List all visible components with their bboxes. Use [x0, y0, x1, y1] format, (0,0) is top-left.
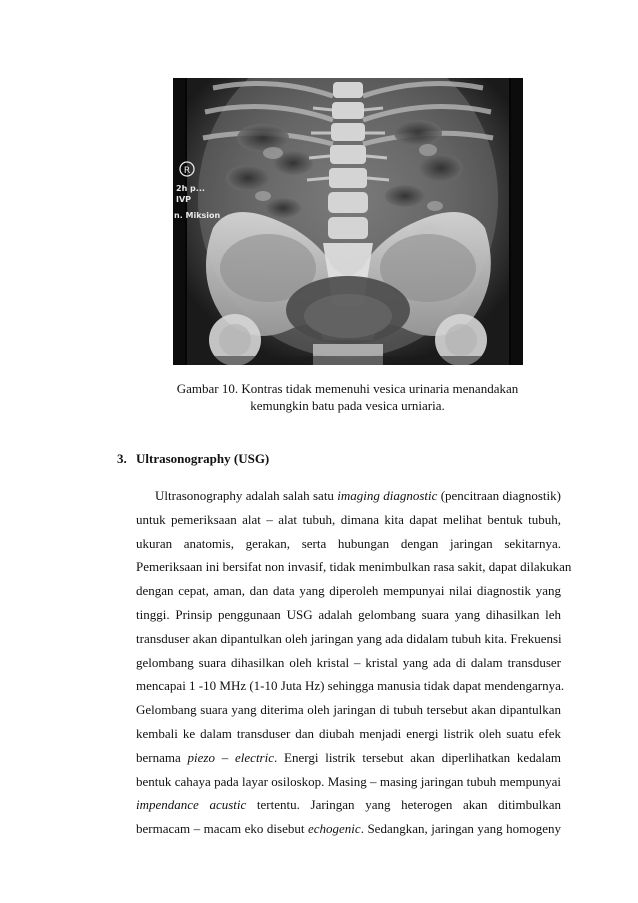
text-segment: (pencitraan diagnostik) [437, 488, 561, 503]
section-number: 3. [117, 451, 127, 466]
figure-caption [150, 380, 545, 414]
paragraph-line [136, 508, 561, 532]
caption-line-1: Gambar 10. Kontras tidak memenuhi vesica urinaria menandakan [176, 381, 519, 396]
italic-term: imaging diagnostic [337, 488, 438, 503]
paragraph-line [136, 651, 561, 675]
text-segment: Gelombang suara yang diterima oleh jaringan di tubuh tersebut akan dipantulkan [136, 702, 561, 718]
text-segment: ukuran anatomis, gerakan, serta hubungan dengan jaringan sekitarnya. [136, 535, 561, 551]
text-segment: tertentu. Jaringan yang heterogen akan ditimbulkan [246, 797, 561, 813]
paragraph-line [136, 698, 561, 722]
abdominal-xray-image [173, 78, 523, 365]
paragraph-line [136, 627, 561, 651]
body-paragraph [136, 484, 572, 841]
text-segment: dengan cepat, aman, dan data yang diperoleh mempunyai nilai diagnostik yang [136, 583, 561, 599]
paragraph-line [136, 579, 561, 603]
text-segment: tinggi. Prinsip penggunaan USG adalah gelombang suara yang dihasilkan leh [136, 606, 561, 622]
text-segment: mencapai 1 -10 MHz (1-10 Juta Hz) sehingga manusia tidak dapat mendengarnya. [136, 678, 565, 694]
text-segment: gelombang suara dihasilkan oleh kristal – kristal yang ada di dalam transduser [136, 654, 561, 670]
paragraph-line [136, 555, 572, 579]
paragraph-line [136, 603, 561, 627]
paragraph-line [136, 793, 561, 817]
ivp-label: IVP [176, 195, 192, 204]
caption-line-2: kemungkin batu pada vesica urniaria. [250, 398, 445, 413]
text-segment: bermacam – macam eko disebut [136, 821, 308, 837]
section-title: Ultrasonography (USG) [136, 451, 270, 466]
paragraph-line [136, 817, 561, 841]
paragraph-line [136, 746, 561, 770]
text-segment: Ultrasonography adalah salah satu [155, 488, 338, 503]
text-segment: transduser akan dipantulkan oleh jaringan yang ada didalam tubuh kita. Frekuensi [136, 630, 562, 646]
section-heading [117, 451, 269, 467]
text-segment: . Sedangkan, jaringan yang homogeny [360, 821, 561, 837]
text-segment: bentuk cahaya pada layar osiloskop. Masing – masing jaringan tubuh mempunyai [136, 773, 561, 789]
text-segment: Pemeriksaan ini bersifat non invasif, tidak menimbulkan rasa sakit, dapat dilakukan [136, 559, 572, 575]
time-label: 2h p... [176, 184, 205, 193]
paragraph-line [136, 484, 561, 508]
paragraph-line [136, 674, 565, 698]
paragraph-line [136, 770, 561, 794]
paragraph-line [136, 532, 561, 556]
paragraph-line [136, 722, 561, 746]
miksion-label: n. Miksion [174, 211, 221, 220]
italic-term: echogenic [308, 821, 361, 837]
text-segment: . Energi listrik tersebut akan diperlihatkan kedalam [274, 749, 561, 765]
text-segment: kembali ke dalam transduser dan diubah menjadi energi listrik oleh suatu efek [136, 725, 561, 741]
text-segment: untuk pemeriksaan alat – alat tubuh, dimana kita dapat melihat bentuk tubuh, [136, 511, 561, 527]
text-segment: bernama [136, 749, 188, 765]
italic-term: impendance acustic [136, 797, 247, 813]
xray-figure [173, 78, 523, 365]
orientation-label: R [183, 166, 191, 176]
italic-term: piezo – electric [187, 749, 274, 765]
